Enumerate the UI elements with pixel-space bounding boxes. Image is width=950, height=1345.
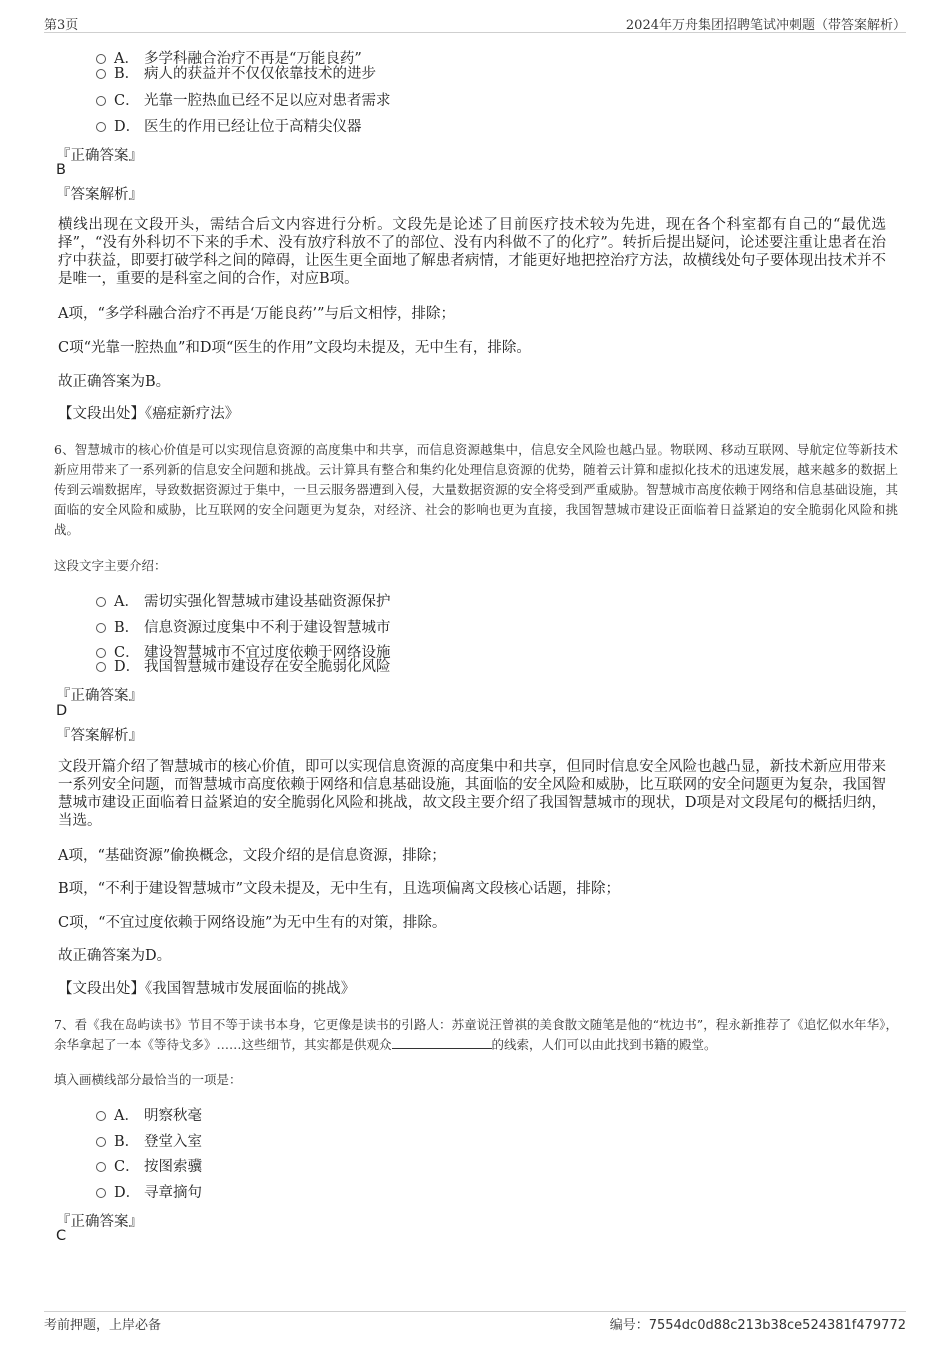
serial-label: 编号： xyxy=(609,1318,649,1333)
q6-conclusion: 故正确答案为D。 xyxy=(58,948,172,964)
radio-icon[interactable] xyxy=(96,597,106,607)
radio-icon[interactable] xyxy=(96,662,106,672)
radio-icon[interactable] xyxy=(96,1162,106,1172)
q5-source: 【文段出处】《癌症新疗法》 xyxy=(58,406,240,422)
q5-conclusion: 故正确答案为B。 xyxy=(58,374,171,390)
option-text: 建设智慧城市不宜过度依赖于网络设施 xyxy=(144,645,391,661)
option-letter: B． xyxy=(114,66,140,82)
option-letter: C． xyxy=(114,645,140,661)
option-text: 光靠一腔热血已经不足以应对患者需求 xyxy=(144,93,391,109)
footer-slogan: 考前押题，上岸必备 xyxy=(44,1318,162,1333)
q7-prompt: 填入画横线部分最恰当的一项是： xyxy=(54,1072,242,1087)
option-letter: A． xyxy=(114,594,139,610)
radio-icon[interactable] xyxy=(96,122,106,132)
q7-answer: C xyxy=(56,1228,67,1244)
page-number: 第3页 xyxy=(44,18,79,33)
option-letter: B． xyxy=(114,1134,140,1150)
q6-answer: D xyxy=(56,703,68,719)
q6-prompt: 这段文字主要介绍： xyxy=(54,558,167,573)
q7-question-text xyxy=(54,1015,898,1055)
q7-answer-label: 『正确答案』 xyxy=(56,1214,143,1230)
option-text: 医生的作用已经让位于高精尖仪器 xyxy=(144,119,362,135)
q7-text-after: 的线索，人们可以由此找到书籍的殿堂。 xyxy=(491,1037,717,1052)
q6-answer-label: 『正确答案』 xyxy=(56,688,143,704)
option-letter: A． xyxy=(114,1108,139,1124)
q5-analysis-main: 横线出现在文段开头，需结合后文内容进行分析。文段先是论述了目前医疗技术较为先进，现在各个科室都有自己的“最优选择”，“没有外科切不下来的手术、没有放疗科放不了的部位、没有内科做不了的化疗”。转折后提出疑问，论述要注重让患者在治疗中获益，即要打破学科之间的障碍，让医生更全面地了解患者病情，才能更好地把控治疗方法，故横线处句子要体现出技术并不是唯一，重要的是科室之间的合作，对应B项。 xyxy=(58,217,886,287)
option-letter: B． xyxy=(114,620,140,636)
radio-icon[interactable] xyxy=(96,648,106,658)
q5-analysis-label: 『答案解析』 xyxy=(56,187,143,203)
page-header xyxy=(0,0,950,32)
option-letter: C． xyxy=(114,1159,140,1175)
option-letter: D． xyxy=(114,659,141,675)
q6-analysis-main: 文段开篇介绍了智慧城市的核心价值，即可以实现信息资源的高度集中和共享，但同时信息安全风险也越凸显，新技术新应用带来一系列安全问题，而智慧城市高度依赖于网络和信息基础设施，其面临的安全风险和威胁，比互联网的安全问题更为复杂，我国智慧城市建设正面临着日益紧迫的安全脆弱化风险和挑战，故文段主要介绍了我国智慧城市的现状，D项是对文段尾句的概括归纳，当选。 xyxy=(58,759,886,829)
option-text: 需切实强化智慧城市建设基础资源保护 xyxy=(144,594,391,610)
q5-analysis-a: A项，“多学科融合治疗不再是‘万能良药’”与后文相悖，排除； xyxy=(58,306,456,322)
option-text: 信息资源过度集中不利于建设智慧城市 xyxy=(144,620,391,636)
option-text: 明察秋毫 xyxy=(144,1108,202,1124)
radio-icon[interactable] xyxy=(96,1137,106,1147)
radio-icon[interactable] xyxy=(96,54,106,64)
radio-icon[interactable] xyxy=(96,1188,106,1198)
q6-question-text: 6、智慧城市的核心价值是可以实现信息资源的高度集中和共享，而信息资源越集中，信息安全风险也越凸显。物联网、移动互联网、导航定位等新技术新应用带来了一系列新的信息安全问题和挑战。云计算具有整合和集约化处理信息资源的优势，随着云计算和虚拟化技术的迅速发展，越来越多的数据上传到云端数据库，导致数据资源过于集中，一旦云服务器遭到入侵，大量数据资源的安全将受到严重威胁。智慧城市高度依赖于网络和信息基础设施，其面临的安全风险和威胁，比互联网的安全问题更为复杂，对经济、社会的影响也更为直接，我国智慧城市建设正面临着日益紧迫的安全脆弱化风险和挑战。 xyxy=(54,442,898,537)
q6-analysis-c: C项，“不宜过度依赖于网络设施”为无中生有的对策，排除。 xyxy=(58,915,447,931)
radio-icon[interactable] xyxy=(96,96,106,106)
option-text: 病人的获益并不仅仅依靠技术的进步 xyxy=(144,66,376,82)
serial-number: 7554dc0d88c213b38ce524381f479772 xyxy=(648,1318,906,1333)
option-letter: D． xyxy=(114,119,141,135)
footer-divider xyxy=(44,1311,906,1312)
q5-answer: B xyxy=(56,162,66,178)
option-text: 登堂入室 xyxy=(144,1134,202,1150)
option-text: 我国智慧城市建设存在安全脆弱化风险 xyxy=(144,659,391,675)
q6-analysis-a: A项，“基础资源”偷换概念，文段介绍的是信息资源，排除； xyxy=(58,848,446,864)
fill-blank xyxy=(392,1036,492,1049)
q5-analysis-cd: C项“光靠一腔热血”和D项“医生的作用”文段均未提及，无中生有，排除。 xyxy=(58,340,531,356)
header-divider xyxy=(44,32,906,33)
document-title: 2024年万舟集团招聘笔试冲刺题（带答案解析） xyxy=(625,18,906,33)
option-letter: C． xyxy=(114,93,140,109)
q5-answer-label: 『正确答案』 xyxy=(56,148,143,164)
q6-analysis-label: 『答案解析』 xyxy=(56,728,143,744)
option-letter: D． xyxy=(114,1185,141,1201)
radio-icon[interactable] xyxy=(96,623,106,633)
q6-source: 【文段出处】《我国智慧城市发展面临的挑战》 xyxy=(58,981,356,997)
option-text: 按图索骥 xyxy=(144,1159,202,1175)
q7-text-before: 7、看《我在岛屿读书》节目不等于读书本身，它更像是读书的引路人：苏童说汪曾祺的美食散文随笔是他的“枕边书”，程永新推荐了《追忆似水年华》，余华拿起了一本《等待戈多》……这些细节，其实都是供观众 xyxy=(54,1017,898,1052)
footer-serial xyxy=(610,1314,906,1333)
q6-analysis-b: B项，“不利于建设智慧城市”文段未提及，无中生有，且选项偏离文段核心话题，排除； xyxy=(58,881,620,897)
option-text: 寻章摘句 xyxy=(144,1185,202,1201)
radio-icon[interactable] xyxy=(96,1111,106,1121)
option-text: 多学科融合治疗不再是“万能良药” xyxy=(144,51,362,67)
option-letter: A． xyxy=(114,51,139,67)
radio-icon[interactable] xyxy=(96,69,106,79)
